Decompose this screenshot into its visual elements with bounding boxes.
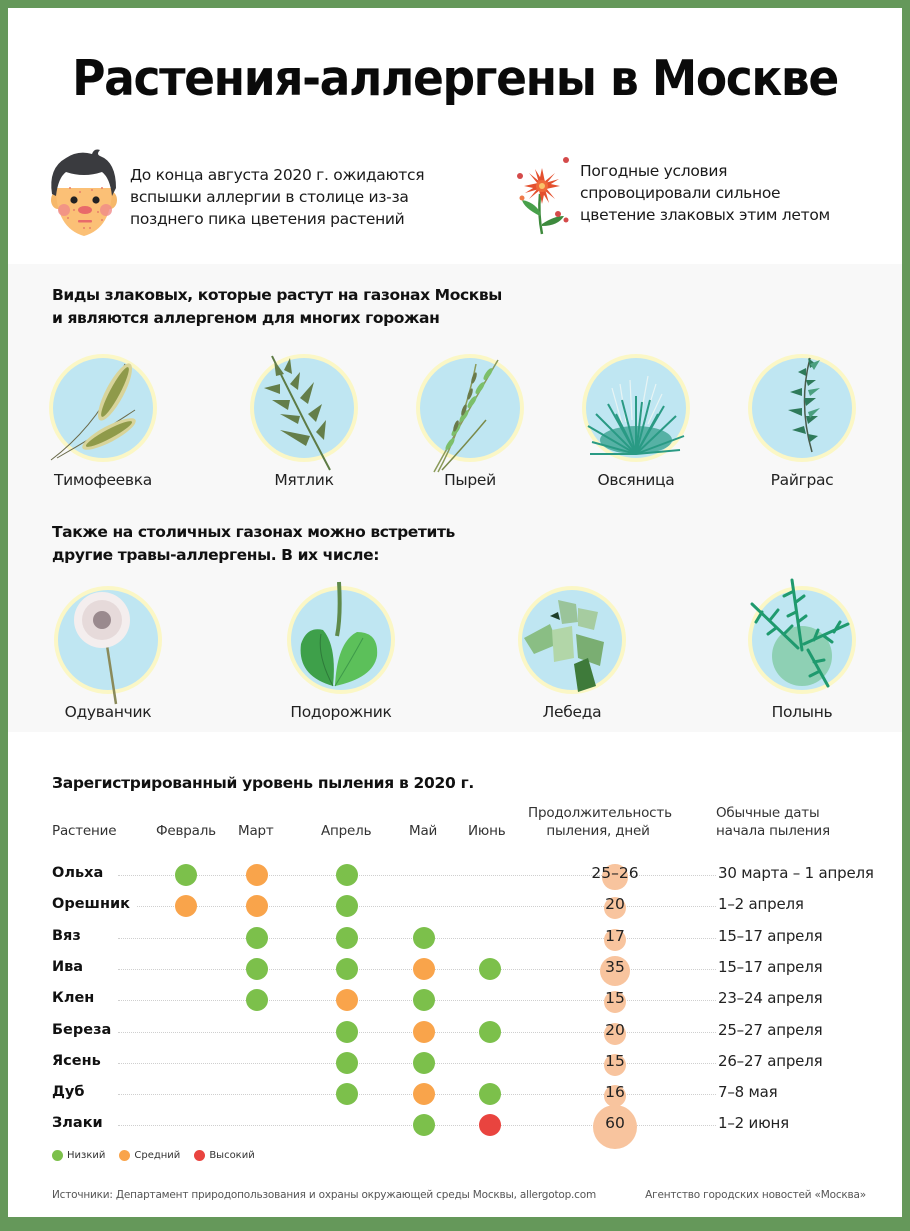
table-row [8,1017,902,1047]
grasses-title-line: Виды злаковых, которые растут на газонах Москвы [52,286,502,304]
duration-value: 20 [605,1020,625,1039]
row-plant-name: Злаки [52,1115,109,1131]
row-plant-name: Вяз [52,928,87,944]
pollen-level-dot-apr [336,989,358,1011]
legend-item-medium [119,1150,180,1161]
header-month-apr: Апрель [321,823,372,839]
couch-grass-icon [416,354,524,462]
other-herbs-title [52,521,455,567]
pollen-level-dot-jun [479,1083,501,1105]
legend-swatch-low [52,1150,63,1161]
red-flower-icon [514,154,572,242]
intro-left-line: До конца августа 2020 г. ожидаются [130,166,425,184]
page-title: Растения-аллергены в Москве [72,50,838,107]
pollen-level-dot-apr [336,1083,358,1105]
duration-value: 15 [605,989,625,1008]
plant-orache [502,586,642,721]
row-plant-name: Береза [52,1022,117,1038]
intro-left-line: вспышки аллергии в столице из-за [130,188,409,206]
sources-note: Источники: Департамент природопользования и охраны окружающей среды Москвы, allergotop.com [52,1189,597,1201]
plant-label: Райграс [770,471,834,489]
header-month-jun: Июнь [468,823,506,839]
table-row [8,954,902,984]
intro-left-line: позднего пика цветения растений [130,210,405,228]
legend-label: Средний [134,1150,181,1161]
plant-label: Полынь [771,703,833,721]
legend [52,1150,255,1161]
plant-label: Одуванчик [64,703,152,721]
plant-timothy [33,354,173,489]
grasses-title [52,284,502,330]
fescue-icon [582,354,690,462]
plant-dandelion [38,586,178,721]
plant-bluegrass [234,354,374,489]
grasses-title-line: и являются аллергеном для многих горожан [52,309,440,327]
row-plant-name: Ива [52,959,89,975]
pollen-level-dot-may [413,1052,435,1074]
plant-label: Тимофеевка [53,471,153,489]
pollen-level-dot-mar [246,989,268,1011]
header-dates-line: Обычные даты [716,805,820,821]
ryegrass-icon [748,354,856,462]
start-date: 25–27 апреля [718,1020,823,1039]
infographic [8,8,902,1217]
legend-swatch-high [194,1150,205,1161]
agency-credit: Агентство городских новостей «Москва» [645,1189,866,1201]
plantain-icon [287,586,395,694]
pollen-level-dot-jun [479,1114,501,1136]
pollen-level-dot-jun [479,1021,501,1043]
table-row [8,1079,902,1109]
legend-swatch-medium [119,1150,130,1161]
legend-label: Низкий [67,1150,106,1161]
table-title: Зарегистрированный уровень пыления в 2020 г. [52,774,474,792]
row-plant-name: Дуб [52,1084,91,1100]
table-row [8,860,902,890]
table-row [8,923,902,953]
pollen-level-dot-apr [336,927,358,949]
pollen-level-dot-may [413,1021,435,1043]
header-month-mar: Март [238,823,274,839]
duration-value: 15 [605,1051,625,1070]
pollen-level-dot-apr [336,1021,358,1043]
start-date: 7–8 мая [718,1083,778,1102]
header-month-feb: Февраль [156,823,216,839]
pollen-level-dot-mar [246,864,268,886]
orache-icon [518,586,626,694]
intro-right-line: Погодные условия [580,162,728,180]
pollen-level-dot-apr [336,864,358,886]
allergic-face-icon [44,148,124,244]
header-start-dates [716,804,830,840]
duration-value: 17 [605,926,625,945]
pollen-level-dot-mar [246,895,268,917]
start-date: 1–2 апреля [718,895,804,914]
pollen-level-dot-feb [175,864,197,886]
plant-label: Мятлик [274,471,334,489]
wormwood-icon [748,586,856,694]
bluegrass-icon [250,354,358,462]
header-month-may: Май [409,823,438,839]
row-plant-name: Ясень [52,1053,107,1069]
pollen-level-dot-may [413,1083,435,1105]
plant-ryegrass [732,354,872,489]
other-herbs-title-line: другие травы-аллергены. В их числе: [52,546,379,564]
timothy-grass-icon [49,354,157,462]
plant-couch-grass [400,354,540,489]
pollen-level-dot-apr [336,1052,358,1074]
table-row [8,1110,902,1140]
pollen-level-dot-may [413,958,435,980]
pollen-level-dot-may [413,1114,435,1136]
intro-right-line: цветение злаковых этим летом [580,206,830,224]
row-plant-name: Ольха [52,865,109,881]
header-plant: Растение [52,823,117,839]
other-herbs-title-line: Также на столичных газонах можно встретить [52,523,455,541]
dandelion-icon [54,586,162,694]
legend-item-high [194,1150,254,1161]
plant-label: Лебеда [542,703,602,721]
duration-value: 35 [605,957,625,976]
pollen-level-dot-feb [175,895,197,917]
pollen-level-dot-mar [246,927,268,949]
duration-value: 20 [605,895,625,914]
duration-value: 25–26 [591,864,639,882]
legend-item-low [52,1150,105,1161]
header-duration-line: Продолжительность [528,805,672,821]
start-date: 23–24 апреля [718,989,823,1008]
header-dates-line: начала пыления [716,823,830,839]
pollen-level-dot-may [413,989,435,1011]
duration-value: 60 [605,1114,625,1133]
start-date: 15–17 апреля [718,957,823,976]
start-date: 30 марта – 1 апреля [718,864,874,882]
start-date: 26–27 апреля [718,1051,823,1070]
plant-label: Подорожник [290,703,392,721]
pollen-level-dot-apr [336,958,358,980]
intro-right-text [580,160,830,226]
table-row [8,1048,902,1078]
plant-label: Овсяница [597,471,675,489]
header-duration-line: пыления, дней [546,823,650,839]
plant-plantain [271,586,411,721]
plant-fescue [566,354,706,489]
pollen-level-dot-jun [479,958,501,980]
start-date: 15–17 апреля [718,926,823,945]
table-row [8,891,902,921]
intro-right-line: спровоцировали сильное [580,184,781,202]
row-plant-name: Клен [52,990,100,1006]
header-duration [528,804,672,840]
plant-wormwood [732,586,872,721]
table-row [8,985,902,1015]
row-plant-name: Орешник [52,896,136,912]
duration-value: 16 [605,1083,625,1102]
pollen-level-dot-may [413,927,435,949]
legend-label: Высокий [209,1150,255,1161]
intro-left-text [130,164,424,230]
plant-label: Пырей [444,471,496,489]
start-date: 1–2 июня [718,1114,789,1133]
pollen-level-dot-mar [246,958,268,980]
pollen-level-dot-apr [336,895,358,917]
